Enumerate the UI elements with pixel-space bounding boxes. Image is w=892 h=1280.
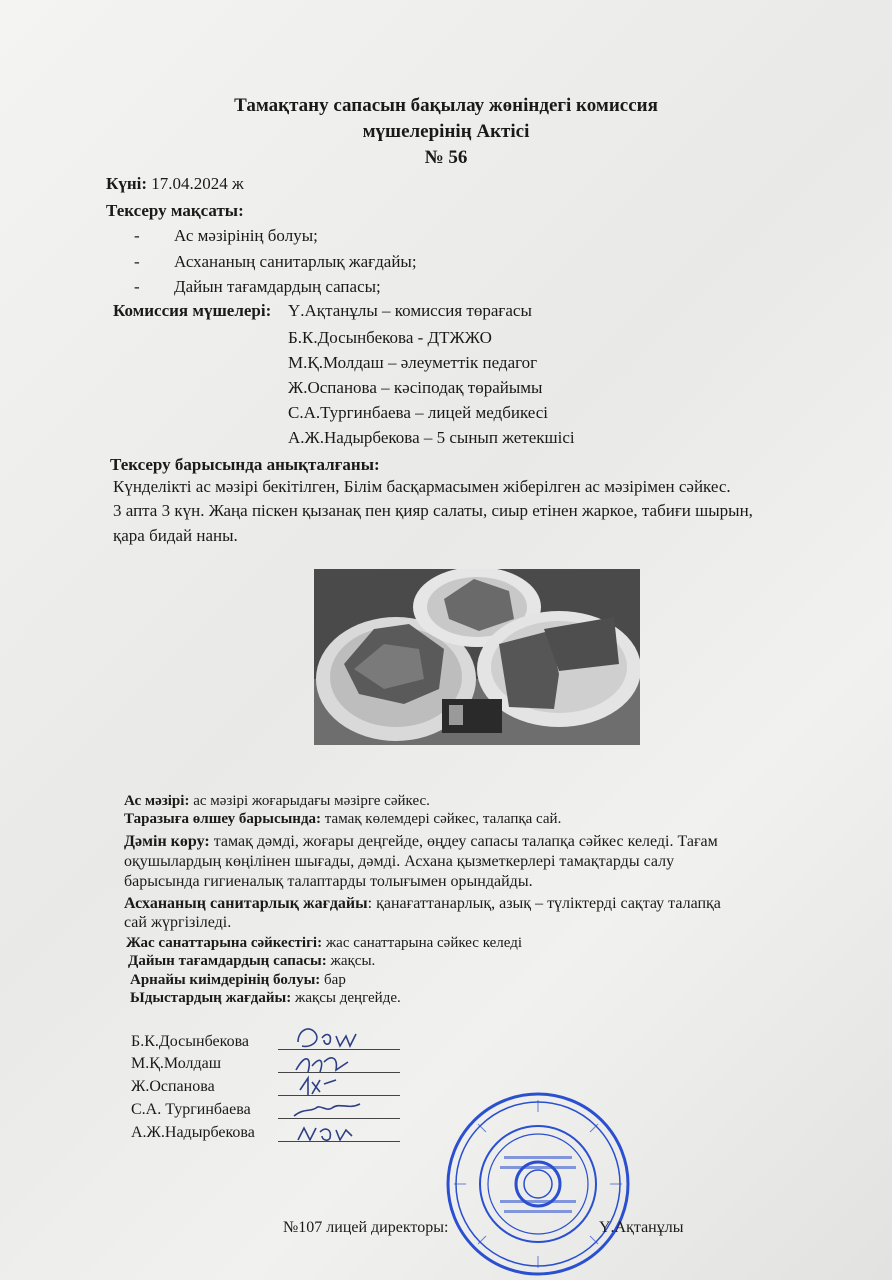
director-name: Ү.Ақтанұлы <box>599 1219 684 1236</box>
result-line: Дәмін көру: тамақ дәмді, жоғары деңгейде, өңдеу сапасы талапқа сәйкес келеді. Тағам <box>124 833 718 850</box>
findings-line: 3 апта 3 күн. Жаңа піскен қызанақ пен қияр салаты, сиыр етінен жаркое, табиғи шырын, <box>113 501 753 520</box>
signature-name: С.А. Тургинбаева <box>131 1101 251 1118</box>
result-line: Ас мәзірі: ас мәзірі жоғарыдағы мәзірге сәйкес. <box>124 793 430 809</box>
purpose-item: - Ас мәзірінің болуы; <box>134 226 318 245</box>
result-line: Ыдыстардың жағдайы: жақсы деңгейде. <box>130 990 401 1006</box>
signature-name: А.Ж.Надырбекова <box>131 1124 255 1141</box>
purpose-item: - Асхананың санитарлық жағдайы; <box>134 252 417 271</box>
signature-name: М.Қ.Молдаш <box>131 1055 222 1072</box>
date-row <box>106 174 244 194</box>
result-line: Жас санаттарына сәйкестігі: жас санаттарына сәйкес келеді <box>126 935 523 951</box>
signature-mark <box>296 1058 348 1072</box>
date-label: Күні: <box>106 174 148 193</box>
signature-mark <box>300 1078 336 1096</box>
commission-member: М.Қ.Молдаш – әлеуметтік педагог <box>288 353 538 372</box>
findings-line: Күнделікті ас мәзірі бекітілген, Білім басқармасымен жіберілген ас мәзірімен сәйкес. <box>113 477 731 496</box>
purpose-item: - Дайын тағамдардың сапасы; <box>134 277 381 296</box>
commission-member: Ж.Оспанова – кәсіподақ төрайымы <box>288 378 543 397</box>
result-line: Арнайы киімдерінің болуы: бар <box>130 972 346 988</box>
official-stamp <box>444 1090 632 1278</box>
commission-member: Б.К.Досынбекова - ДТЖЖО <box>288 328 492 347</box>
signature-mark <box>294 1104 360 1116</box>
title-line-1: Тамақтану сапасын бақылау жөніндегі комиссия <box>234 95 658 116</box>
signature-mark <box>298 1128 352 1140</box>
signature-name: Ж.Оспанова <box>131 1078 215 1095</box>
director-label: №107 лицей директоры: <box>283 1219 449 1236</box>
commission-member: Ү.Ақтанұлы – комиссия төрағасы <box>288 301 532 320</box>
commission-label: Комиссия мүшелері: <box>113 301 272 320</box>
meal-photo <box>314 569 640 745</box>
title-line-2: мүшелерінің Актісі <box>362 121 530 142</box>
signature-mark <box>298 1029 356 1046</box>
findings-label: Тексеру барысында анықталғаны: <box>110 455 380 474</box>
handwritten-signatures <box>290 1012 380 1152</box>
result-line: Таразыға өлшеу барысында: тамақ көлемдері сәйкес, талапқа сай. <box>124 811 562 827</box>
findings-line: қара бидай наны. <box>113 526 238 545</box>
result-line: оқушылардың көңілінен шығады, дәмді. Асхана қызметкерлері тамақтарды салу <box>124 853 675 870</box>
purpose-label: Тексеру мақсаты: <box>106 201 244 220</box>
result-line: сай жүргізіледі. <box>124 914 232 931</box>
result-line: барысында гигиеналық талаптарды толығымен орындайды. <box>124 873 533 890</box>
commission-member: А.Ж.Надырбекова – 5 сынып жетекшісі <box>288 428 575 447</box>
date-value: 17.04.2024 ж <box>151 174 244 193</box>
result-line: Дайын тағамдардың сапасы: жақсы. <box>128 953 376 969</box>
result-line: Асхананың санитарлық жағдайы: қанағаттанарлық, азық – түліктерді сақтау талапқа <box>124 895 721 912</box>
signature-name: Б.К.Досынбекова <box>131 1033 250 1050</box>
commission-member: С.А.Тургинбаева – лицей медбикесі <box>288 403 549 422</box>
act-number: № 56 <box>424 147 468 168</box>
